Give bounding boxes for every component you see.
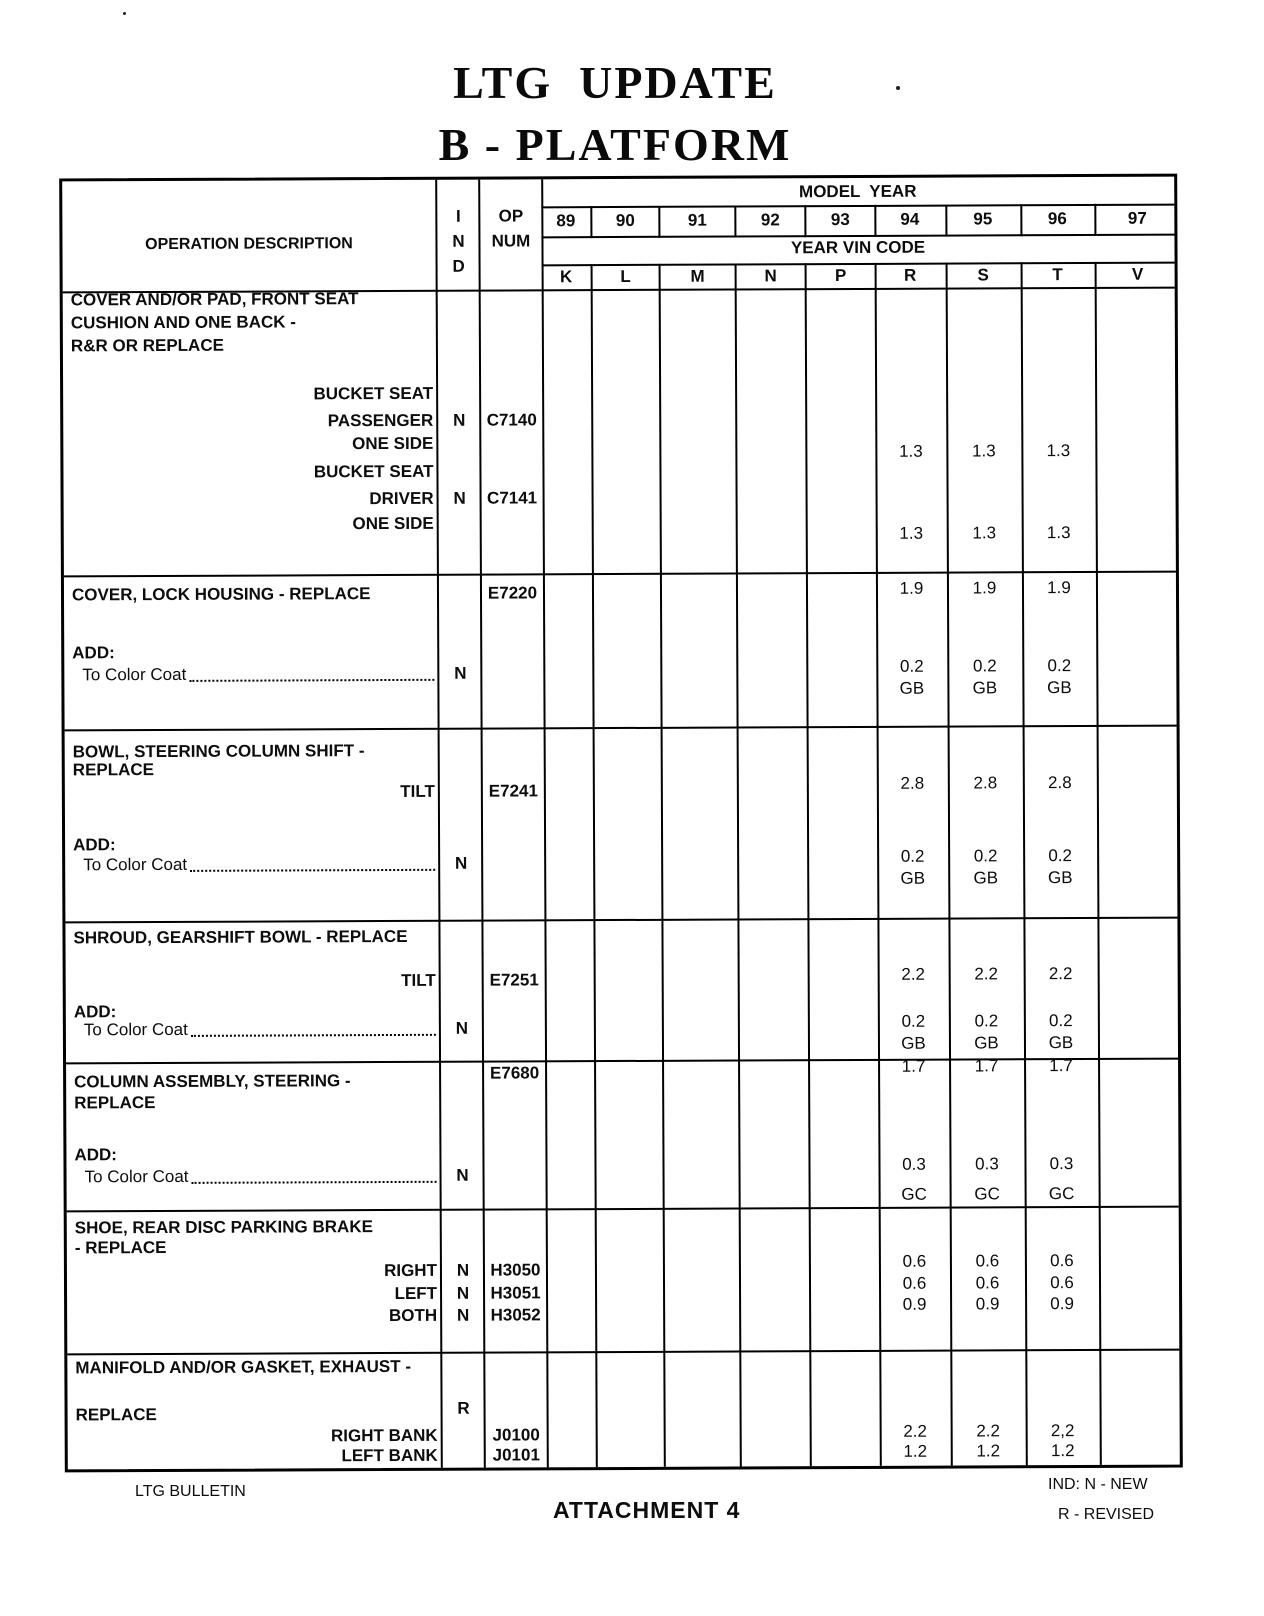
op-num-value: J0101 [492, 1445, 540, 1465]
add-item-label: To Color Coat [84, 1166, 189, 1187]
op-num-value: J0100 [492, 1425, 540, 1445]
add-item-row [84, 1018, 436, 1042]
doc-title-line2: B - PLATFORM [438, 119, 792, 170]
op-num-value: H3051 [490, 1283, 541, 1303]
time-value-95: 2.2 [976, 1421, 1001, 1441]
ind-value: N [456, 1305, 470, 1325]
ind-value: N [455, 1018, 469, 1038]
time-value-95: 2.2 [974, 964, 999, 984]
year-column-divider [659, 264, 666, 1467]
ind-value: N [454, 853, 468, 873]
ind-value: N [454, 663, 467, 683]
col-header-num: NUM [491, 231, 531, 251]
add-item-row [84, 1165, 436, 1189]
time-value-96: 1.3 [1046, 441, 1071, 461]
vin-code-header: S [977, 265, 989, 285]
col-header-ind-letter: I [455, 206, 461, 226]
time-value-96: 0.9 [1050, 1294, 1074, 1314]
add-item-label: To Color Coat [83, 854, 188, 875]
time-value-96: 1.3 [1046, 523, 1071, 543]
section-title: R&R OR REPLACE [70, 335, 224, 356]
footer-attachment-label: ATTACHMENT 4 [553, 1497, 741, 1523]
time-value-94: 1.3 [899, 523, 924, 543]
time-value-95: 1.9 [972, 578, 997, 598]
year-header: 90 [615, 210, 635, 231]
row-label: TILT [400, 781, 435, 801]
time-value-95: 1.2 [976, 1441, 1001, 1461]
doc-title-line1: LTG UPDATE [453, 57, 777, 108]
row-label: RIGHT [384, 1260, 437, 1281]
vin-code-header: V [1131, 264, 1144, 284]
row-label: ONE SIDE [352, 433, 434, 454]
vin-code-header: L [620, 266, 631, 286]
year-header: 92 [760, 210, 780, 230]
op-num-value: H3050 [490, 1260, 541, 1280]
section-divider [67, 1206, 1179, 1213]
row-label: BUCKET SEAT [313, 383, 434, 404]
time-value-96: 0.2 [1048, 846, 1073, 866]
dot-leader [189, 677, 434, 681]
code-value-96: GB [1048, 1033, 1074, 1053]
code-value-96: GC [1048, 1184, 1075, 1204]
row-label: LEFT [394, 1283, 438, 1303]
add-item-row [82, 663, 434, 687]
ind-value: N [453, 410, 466, 430]
time-value-95: 2.8 [973, 773, 998, 793]
row-label: DRIVER [369, 488, 434, 509]
time-value-96: 2.2 [1048, 964, 1073, 984]
vin-code-header: N [764, 266, 777, 286]
op-num-value: C7140 [486, 410, 537, 430]
time-value-94: 2.2 [901, 964, 926, 984]
section-title: - REPLACE [74, 1237, 167, 1258]
year-header: 89 [556, 211, 576, 231]
time-value-94: 1.2 [903, 1441, 928, 1461]
time-value-94: 0.2 [901, 1011, 926, 1031]
time-value-94: 2.8 [900, 773, 925, 793]
section-title: COLUMN ASSEMBLY, STEERING - [74, 1071, 351, 1092]
code-value-96: GB [1047, 868, 1073, 888]
vin-code-header: R [903, 265, 917, 285]
time-value-94: 1.7 [901, 1056, 926, 1076]
section-title: BOWL, STEERING COLUMN SHIFT - [72, 741, 365, 762]
time-value-96: 1.9 [1047, 578, 1071, 598]
dot-leader [191, 1179, 436, 1183]
section-divider [65, 917, 1177, 924]
section-title: COVER AND/OR PAD, FRONT SEAT [70, 289, 359, 310]
add-heading: ADD: [73, 1002, 117, 1022]
row-label: TILT [401, 970, 436, 990]
time-value-95: 0.2 [972, 656, 997, 676]
add-item-row [83, 853, 435, 877]
footer-bulletin-label: LTG BULLETIN [135, 1483, 246, 1500]
section-title: REPLACE [74, 1093, 156, 1113]
time-value-94: 0.6 [902, 1251, 927, 1271]
ind-value: N [453, 488, 466, 508]
col-header-ind-letter: N [452, 231, 465, 251]
code-value-95: GB [973, 868, 999, 888]
row-label: BOTH [388, 1305, 438, 1326]
footer-legend-line2: R - REVISED [1058, 1506, 1155, 1523]
section-divider [65, 725, 1177, 732]
ind-value: N [456, 1283, 470, 1303]
scan-speck [123, 12, 126, 15]
add-heading: ADD: [74, 1145, 117, 1165]
add-item-label: To Color Coat [82, 664, 187, 685]
time-value-96: 0.2 [1047, 656, 1072, 676]
time-value-94: 0.2 [900, 846, 925, 866]
row-label: LEFT BANK [341, 1445, 438, 1466]
code-value-94: GB [899, 678, 925, 698]
col-header-ind-letter: D [452, 256, 465, 276]
time-value-95: 0.6 [975, 1251, 1000, 1271]
code-value-94: GB [901, 1033, 926, 1053]
section-title: SHOE, REAR DISC PARKING BRAKE [74, 1217, 373, 1238]
time-value-96: 0.6 [1050, 1251, 1074, 1271]
time-value-94: 0.6 [902, 1273, 927, 1293]
vin-code-header: M [690, 266, 705, 286]
year-header: 95 [973, 209, 993, 229]
time-value-94: 2.2 [903, 1421, 928, 1441]
year-column-divider [805, 263, 812, 1466]
flat-rate-table [59, 174, 1183, 1473]
add-item-label: To Color Coat [83, 1019, 188, 1040]
time-value-96: 1.2 [1050, 1441, 1075, 1461]
time-value-95: 0.9 [975, 1294, 1000, 1314]
dot-leader [190, 867, 435, 871]
year-header: 96 [1047, 209, 1067, 229]
dot-leader [191, 1032, 436, 1036]
vin-code-header: T [1052, 265, 1063, 285]
add-heading: ADD: [72, 643, 115, 663]
time-value-94: 0.2 [899, 656, 924, 676]
time-value-95: 0.2 [973, 846, 998, 866]
section-divider [67, 1349, 1179, 1356]
col-header-operation-description: OPERATION DESCRIPTION [145, 235, 353, 254]
col-header-op: OP [498, 206, 524, 226]
ind-value: N [456, 1260, 470, 1280]
time-value-96: 0.6 [1050, 1273, 1074, 1293]
ind-value: R [457, 1398, 470, 1418]
row-label: RIGHT BANK [330, 1425, 438, 1446]
time-value-96: 0.3 [1049, 1154, 1074, 1174]
op-num-value: H3052 [490, 1305, 541, 1325]
op-num-value: E7251 [489, 970, 539, 990]
time-value-95: 0.2 [974, 1011, 999, 1031]
section-title: MANIFOLD AND/OR GASKET, EXHAUST - [75, 1356, 412, 1378]
time-value-94: 0.9 [902, 1294, 927, 1314]
vin-code-header: P [834, 266, 847, 286]
time-value-96: 0.2 [1048, 1011, 1073, 1031]
add-heading: ADD: [73, 835, 116, 855]
section-title: SHROUD, GEARSHIFT BOWL - REPLACE [73, 926, 408, 948]
code-value-94: GB [900, 868, 926, 888]
time-value-94: 0.3 [902, 1154, 926, 1174]
time-value-94: 1.9 [899, 578, 924, 598]
op-num-value: C7141 [486, 488, 538, 508]
col-header-year-vin-code: YEAR VIN CODE [790, 237, 926, 258]
time-value-96: 1.7 [1049, 1056, 1073, 1076]
code-value-95: GB [974, 1033, 999, 1053]
ind-value: N [456, 1165, 469, 1185]
year-header: 94 [900, 209, 920, 229]
year-header: 93 [830, 209, 850, 230]
code-value-95: GC [974, 1184, 1000, 1204]
year-header: 97 [1127, 208, 1147, 228]
footer-legend-line1: IND: N - NEW [1048, 1476, 1148, 1493]
code-value-94: GC [901, 1184, 927, 1204]
time-value-95: 0.3 [975, 1154, 999, 1174]
section-title: REPLACE [72, 760, 155, 780]
year-header: 91 [687, 210, 707, 230]
year-column-divider [735, 263, 742, 1466]
scan-speck [896, 86, 900, 90]
time-value-94: 1.3 [899, 441, 923, 461]
row-label: ONE SIDE [352, 513, 434, 534]
op-num-value: E7241 [488, 781, 538, 801]
time-value-96: 2,2 [1050, 1421, 1075, 1441]
row-label: BUCKET SEAT [313, 461, 434, 482]
code-value-95: GB [972, 678, 998, 698]
section-title: REPLACE [75, 1405, 157, 1425]
col-header-model-year: MODEL YEAR [798, 181, 917, 202]
section-title: COVER, LOCK HOUSING - REPLACE [71, 584, 371, 605]
op-num-value: E7220 [487, 583, 538, 603]
time-value-95: 1.7 [974, 1056, 999, 1076]
op-num-value: E7680 [489, 1063, 540, 1083]
time-value-96: 2.8 [1047, 773, 1072, 793]
year-column-divider [591, 264, 598, 1467]
row-label: PASSENGER [327, 410, 434, 431]
code-value-96: GB [1047, 678, 1072, 698]
time-value-95: 1.3 [972, 441, 996, 461]
section-title: CUSHION AND ONE BACK - [70, 312, 296, 333]
time-value-95: 1.3 [972, 523, 997, 543]
vin-code-header: K [559, 267, 573, 287]
time-value-95: 0.6 [975, 1273, 1000, 1293]
